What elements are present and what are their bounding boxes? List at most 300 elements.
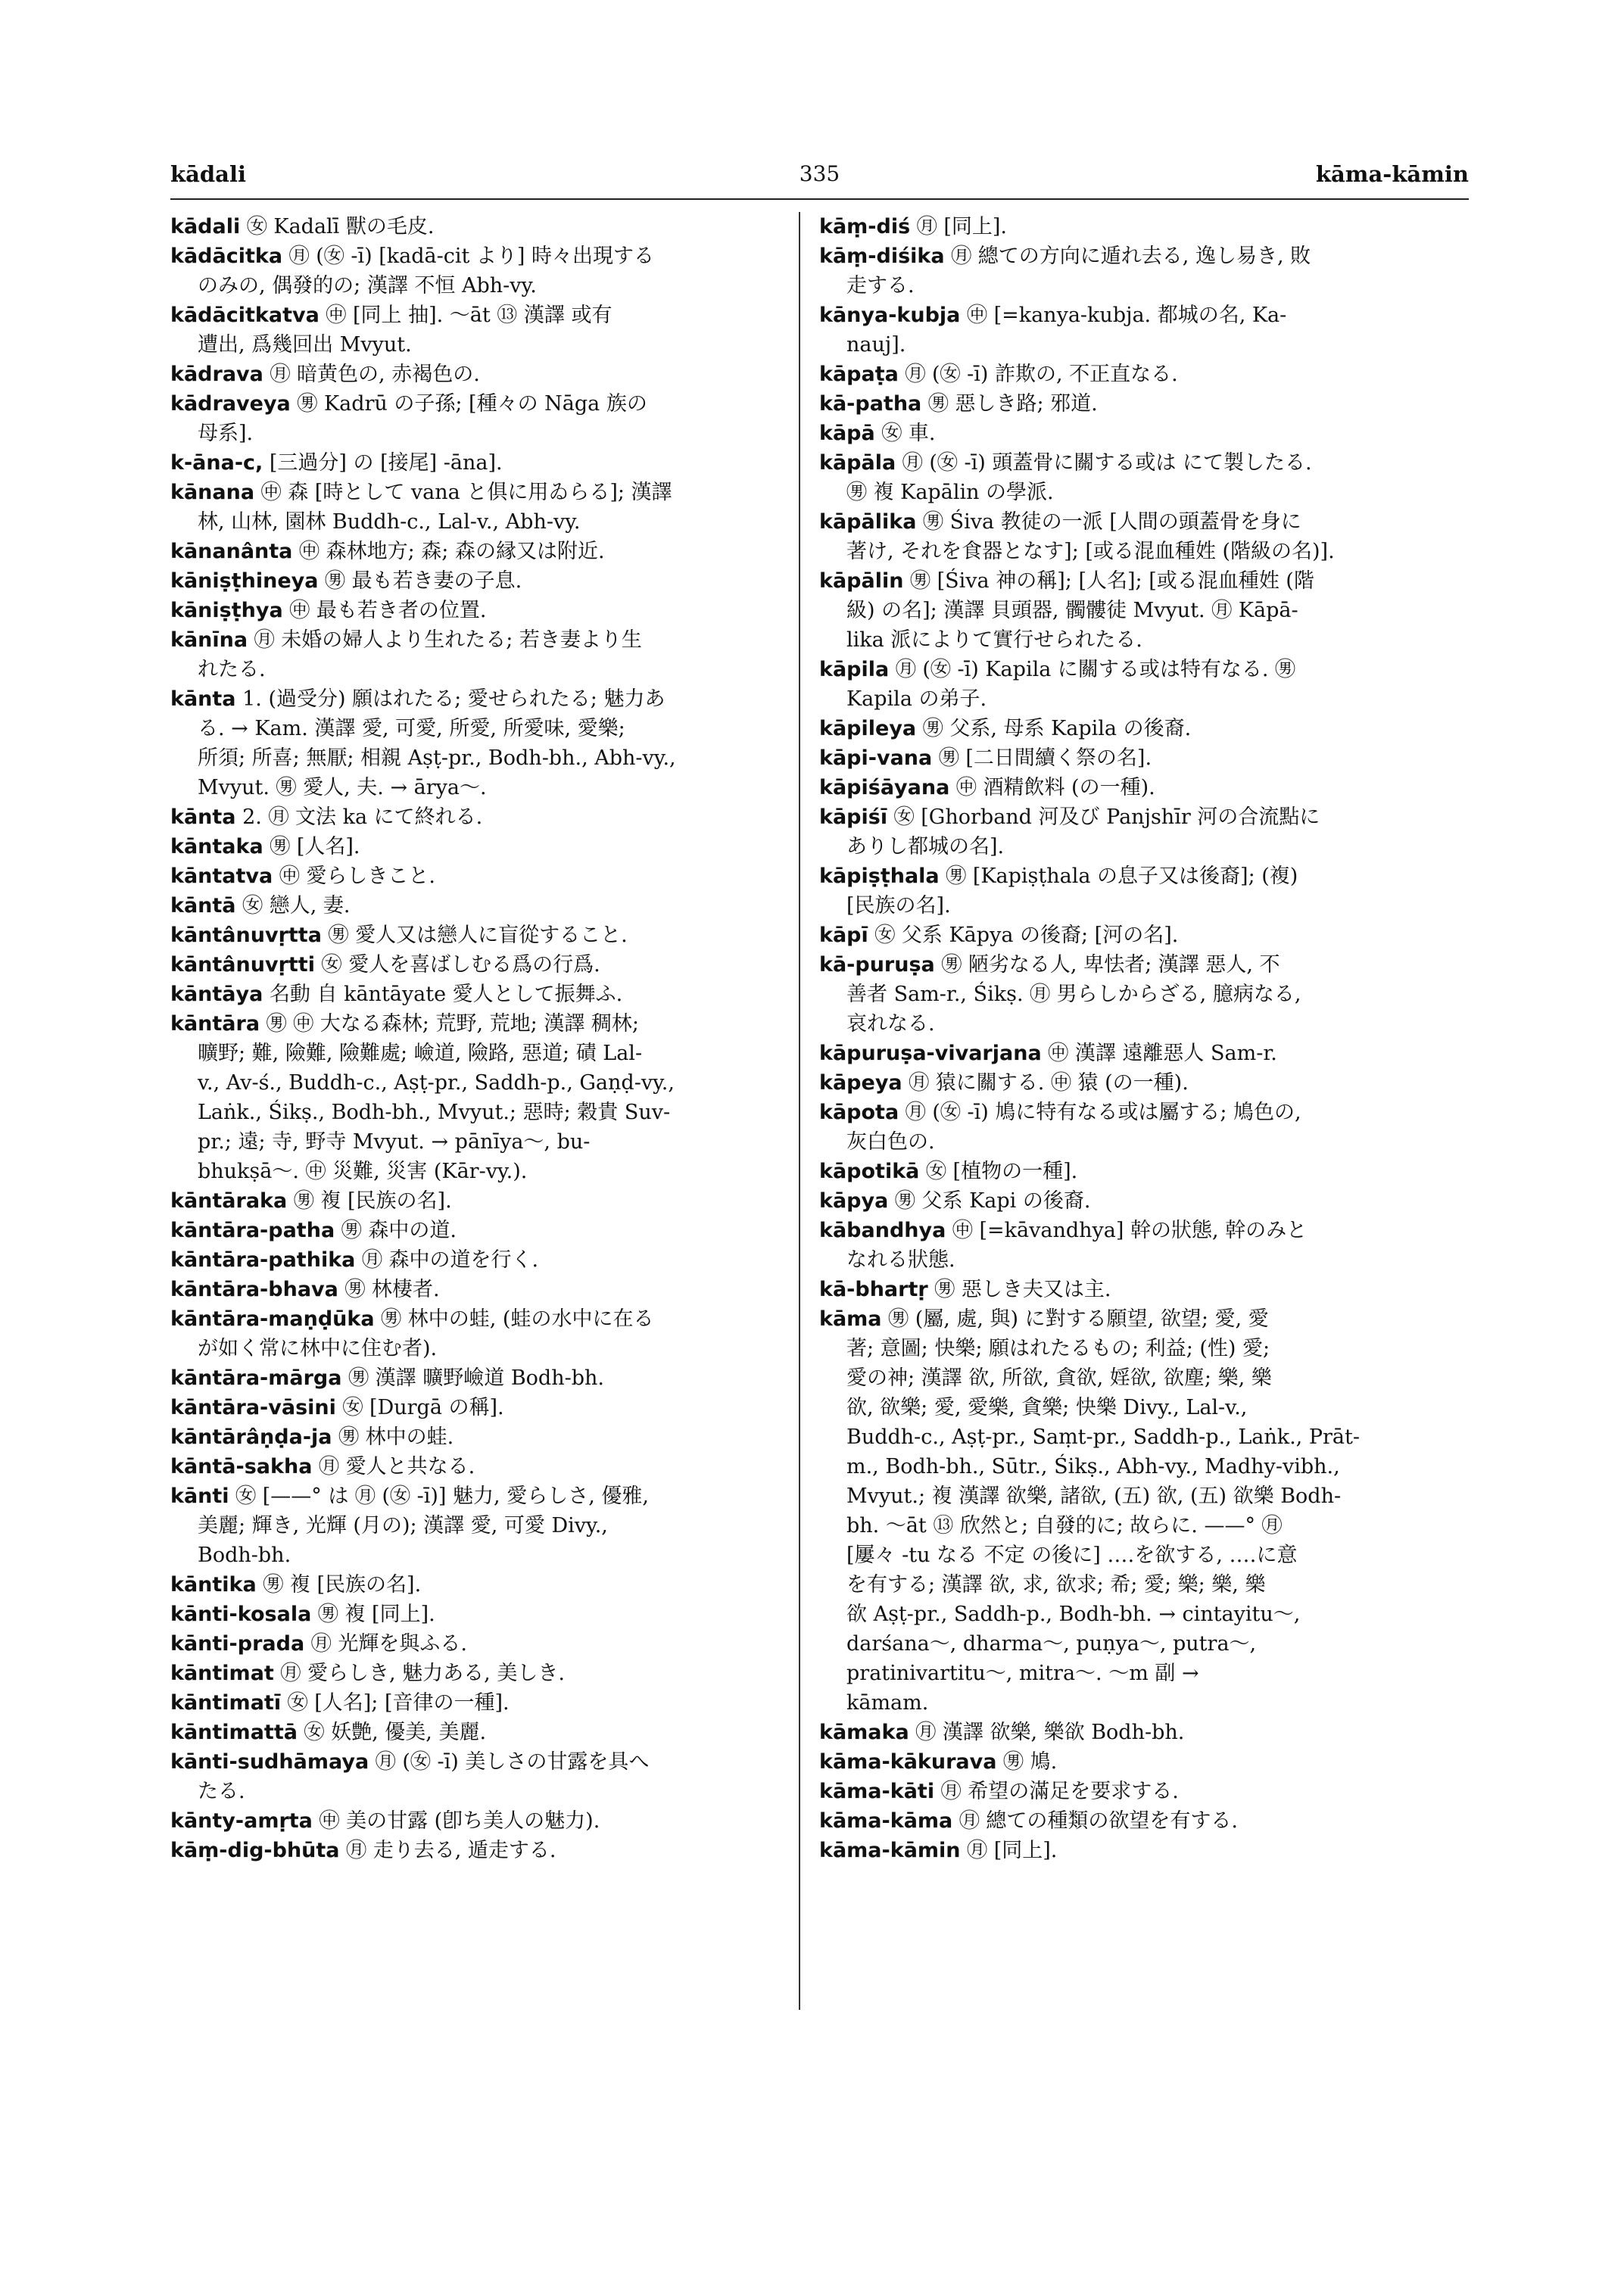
entry-definition: [民族の名].: [846, 894, 951, 918]
entry-continuation-line: [170, 1039, 803, 1068]
entry-definition: lika 派によりて實行せられたる.: [846, 628, 1142, 652]
entry-first-line: [170, 1659, 803, 1688]
entry-definition: ㊚ 愛人又は戀人に盲從すること.: [321, 924, 628, 947]
entry-definition: ㊥ [同上 抽]. 〜āt ⑬ 漢譯 或有: [319, 304, 613, 327]
entry-first-line: [170, 625, 803, 655]
entry-first-line: [819, 566, 1469, 596]
entry-definition: ㊊ 愛らしき, 魅力ある, 美しき.: [273, 1662, 565, 1685]
entry-headword: kādali: [170, 215, 241, 238]
dictionary-entry: [170, 1747, 803, 1806]
entry-first-line: [170, 684, 803, 714]
dictionary-entry: [170, 566, 803, 596]
entry-definition: darśana〜, dharma〜, puṇya〜, putra〜,: [846, 1632, 1257, 1656]
dictionary-entry: [819, 389, 1469, 419]
entry-continuation-line: [819, 1511, 1469, 1541]
dictionary-entry: [170, 448, 803, 478]
entry-definition: ㊊ 光輝を與ふる.: [304, 1632, 467, 1656]
dictionary-entry: [819, 1777, 1469, 1806]
dictionary-entry: [170, 596, 803, 625]
dictionary-entry: [170, 301, 803, 360]
entry-definition: のみの, 偶發的の; 漢譯 不恒 Abh-vy.: [198, 274, 537, 298]
entry-continuation-line: [819, 596, 1469, 625]
entry-definition: ㊊ [同上].: [960, 1839, 1058, 1862]
entry-first-line: [170, 478, 803, 507]
dictionary-entry: [170, 1481, 803, 1570]
entry-definition: ㊛ Kadalī 獸の毛皮.: [240, 215, 435, 238]
entry-headword: kā-bhartṛ: [819, 1278, 928, 1301]
entry-definition: ㊚ [Kapiṣṭhala の息子又は後裔]; (複): [939, 865, 1298, 888]
entry-first-line: [819, 1068, 1469, 1098]
dictionary-entry: [819, 448, 1469, 507]
entry-definition: ㊚ 最も若き妻の子息.: [318, 569, 522, 593]
entry-headword: kāntāra-bhava: [170, 1278, 338, 1301]
dictionary-entry: [170, 1363, 803, 1393]
entry-definition: ㊥ 森 [時として vana と俱に用ゐらる]; 漢譯: [254, 481, 672, 504]
dictionary-entry: [170, 478, 803, 537]
dictionary-entry: [819, 360, 1469, 389]
entry-headword: kāntā: [170, 894, 236, 918]
entry-headword: kāma-kāma: [819, 1809, 953, 1833]
entry-definition: ㊊ (㊛ -ī) [kadā-cit より] 時々出現する: [282, 245, 655, 268]
entry-headword: kānya-kubja: [819, 304, 961, 327]
dictionary-entry: [819, 714, 1469, 743]
entry-first-line: [819, 507, 1469, 537]
entry-headword: kāpāla: [819, 451, 896, 475]
entry-definition: ㊥ 漢譯 遠離惡人 Sam-r.: [1041, 1042, 1277, 1065]
entry-definition: ㊊ (㊛ -ī) 詐欺の, 不正直なる.: [898, 363, 1178, 386]
entry-continuation-line: [170, 1068, 803, 1098]
entry-headword: kānanânta: [170, 540, 293, 563]
entry-headword: kāntânuvṛtti: [170, 953, 315, 977]
entry-first-line: [170, 921, 803, 950]
dictionary-entry: [170, 212, 803, 241]
entry-first-line: [170, 1245, 803, 1275]
entry-headword: kāmaka: [819, 1721, 909, 1744]
entry-definition: ㊊ 希望の滿足を要求する.: [934, 1780, 1179, 1803]
entry-definition: ㊊ 漢譯 欲樂, 樂欲 Bodh-bh.: [909, 1721, 1185, 1744]
entry-definition: ㊊ 暗黄色の, 赤褐色の.: [263, 363, 480, 386]
dictionary-entry: [819, 1304, 1469, 1718]
entry-continuation-line: [819, 1659, 1469, 1688]
entry-definition: nauj].: [846, 333, 906, 357]
entry-definition: ㊊ 猿に關する. ㊥ 猿 (の一種).: [902, 1071, 1189, 1095]
entry-first-line: [819, 1275, 1469, 1304]
entry-headword: kāntāra-pathika: [170, 1248, 356, 1272]
entry-first-line: [170, 1216, 803, 1245]
entry-definition: 著け, それを食器となす]; [或る混血種姓 (階級の名)].: [846, 540, 1335, 563]
entry-headword: kāntārâṇḍa-ja: [170, 1425, 332, 1449]
entry-definition: ㊛ 戀人, 妻.: [235, 894, 351, 918]
dictionary-entry: [819, 1039, 1469, 1068]
entry-headword: kāpileya: [819, 717, 917, 740]
entry-headword: kāntatva: [170, 865, 273, 888]
entry-definition: bhukṣā〜. ㊥ 災難, 災害 (Kār-vy.).: [198, 1160, 528, 1183]
entry-first-line: [170, 1393, 803, 1422]
entry-definition: ㊚ [人名].: [263, 835, 360, 858]
entry-continuation-line: [819, 1600, 1469, 1629]
entry-headword: kāpuruṣa-vivarjana: [819, 1042, 1042, 1065]
right-column: [819, 212, 1469, 1865]
entry-definition: ㊚ 複 [同上].: [311, 1603, 435, 1626]
entry-headword: kāntāra-patha: [170, 1219, 335, 1242]
entry-headword: kānta: [170, 805, 236, 829]
entry-first-line: [170, 566, 803, 596]
entry-first-line: [819, 241, 1469, 271]
entry-headword: kānti-kosala: [170, 1603, 312, 1626]
entry-definition: ㊛ [Durgā の稱].: [335, 1396, 504, 1419]
entry-continuation-line: [170, 1541, 803, 1570]
entry-definition: v., Av-ś., Buddh-c., Aṣṭ-pr., Saddh-p., Gaṇḍ-vy.,: [198, 1071, 675, 1095]
entry-first-line: [170, 1009, 803, 1039]
entry-first-line: [819, 714, 1469, 743]
entry-definition: 灰白色の.: [846, 1130, 935, 1154]
entry-headword: kānīna: [170, 628, 248, 652]
entry-continuation-line: [819, 980, 1469, 1009]
entry-definition: ㊛ 愛人を喜ばしむる爲の行爲.: [314, 953, 600, 977]
dictionary-entry: [819, 1216, 1469, 1275]
entry-first-line: [170, 1422, 803, 1452]
entry-definition: 著; 意圖; 快樂; 願はれたるもの; 利益; (性) 愛;: [846, 1337, 1270, 1360]
entry-continuation-line: [819, 832, 1469, 861]
entry-first-line: [819, 1098, 1469, 1127]
entry-headword: kāntāraka: [170, 1189, 288, 1213]
entry-headword: kāntāra: [170, 1012, 260, 1036]
entry-first-line: [819, 1157, 1469, 1186]
dictionary-entry: [170, 1836, 803, 1865]
dictionary-entry: [819, 241, 1469, 301]
entry-definition: ㊚ 漢譯 曠野嶮道 Bodh-bh.: [341, 1366, 604, 1390]
dictionary-entry: [170, 891, 803, 921]
entry-continuation-line: [170, 330, 803, 360]
entry-continuation-line: [819, 625, 1469, 655]
entry-continuation-line: [170, 1334, 803, 1363]
dictionary-entry: [819, 301, 1469, 360]
entry-definition: ㊚ 鳩.: [996, 1750, 1058, 1774]
entry-first-line: [819, 1836, 1469, 1865]
entry-headword: kāpila: [819, 658, 890, 681]
entry-first-line: [819, 1747, 1469, 1777]
entry-definition: ㊛ 車.: [874, 422, 936, 445]
entry-definition: ありし都城の名].: [846, 835, 1005, 858]
entry-continuation-line: [170, 419, 803, 448]
entry-definition: ㊚ 父系, 母系 Kapila の後裔.: [916, 717, 1192, 740]
dictionary-entry: [170, 1570, 803, 1600]
entry-first-line: [819, 1304, 1469, 1334]
dictionary-entry: [170, 980, 803, 1009]
entry-continuation-line: [819, 1422, 1469, 1452]
entry-first-line: [819, 360, 1469, 389]
entry-headword: kāntimattā: [170, 1721, 298, 1744]
entry-first-line: [170, 1600, 803, 1629]
dictionary-entry: [819, 1157, 1469, 1186]
entry-continuation-line: [819, 684, 1469, 714]
dictionary-entry: [819, 773, 1469, 802]
entry-continuation-line: [819, 1541, 1469, 1570]
dictionary-entry: [819, 1068, 1469, 1098]
dictionary-entry: [819, 1098, 1469, 1157]
entry-definition: 林, 山林, 園林 Buddh-c., Lal-v., Abh-vy.: [198, 510, 581, 534]
entry-definition: pr.; 遠; 寺, 野寺 Mvyut. → pānīya〜, bu-: [198, 1130, 591, 1154]
dictionary-entry: [170, 1806, 803, 1836]
entry-definition: 母系].: [198, 422, 254, 445]
entry-headword: kādācitkatva: [170, 304, 320, 327]
entry-headword: kānti-prada: [170, 1632, 305, 1656]
entry-definition: ㊛ 妖艶, 優美, 美麗.: [297, 1721, 487, 1744]
entry-definition: [三過分] の [接尾] -āna].: [263, 451, 503, 475]
dictionary-entry: [170, 1659, 803, 1688]
entry-definition: ㊛ [——° は ㊊ (㊛ -ī)] 魅力, 愛らしさ, 優雅,: [229, 1485, 649, 1508]
dictionary-entry: [819, 655, 1469, 714]
entry-headword: kāntā-sakha: [170, 1455, 313, 1478]
entry-first-line: [170, 1481, 803, 1511]
entry-definition: 哀れなる.: [846, 1012, 935, 1036]
entry-first-line: [170, 537, 803, 566]
entry-definition: Mvyut. ㊚ 愛人, 夫. → ārya〜.: [198, 776, 487, 799]
entry-headword: kāpiśī: [819, 805, 888, 829]
dictionary-entry: [170, 241, 803, 301]
entry-headword: kādrava: [170, 363, 263, 386]
entry-definition: ㊥ 愛らしきこと.: [273, 865, 436, 888]
entry-continuation-line: [819, 1570, 1469, 1600]
entry-headword: kānta: [170, 687, 236, 711]
entry-definition: ㊛ 父系 Kāpya の後裔; [河の名].: [868, 924, 1179, 947]
entry-definition: ㊥ 美の甘露 (卽ち美人の魅力).: [312, 1809, 600, 1833]
entry-definition: Bodh-bh.: [198, 1544, 291, 1567]
entry-continuation-line: [819, 1481, 1469, 1511]
entry-continuation-line: [170, 1511, 803, 1541]
dictionary-entry: [170, 537, 803, 566]
entry-headword: kāma: [819, 1307, 882, 1331]
entry-continuation-line: [170, 1127, 803, 1157]
entry-first-line: [170, 1688, 803, 1718]
entry-definition: ㊊ 總ての方向に遁れ去る, 逸し易き, 敗: [944, 245, 1311, 268]
entry-headword: kāpaṭa: [819, 363, 899, 386]
entry-first-line: [170, 1570, 803, 1600]
entry-definition: ㊥ [=kāvandhya] 幹の狀態, 幹のみと: [946, 1219, 1308, 1242]
entry-definition: 欲, 欲樂; 愛, 愛樂, 貪樂; 快樂 Divy., Lal-v.,: [846, 1396, 1248, 1419]
entry-headword: kāntika: [170, 1573, 257, 1597]
entry-continuation-line: [819, 1452, 1469, 1481]
page-header: [170, 155, 1469, 193]
dictionary-entry: [170, 1304, 803, 1363]
dictionary-entry: [170, 389, 803, 448]
entry-headword: kāpota: [819, 1101, 899, 1124]
entry-definition: bh. 〜āt ⑬ 欣然と; 自發的に; 故らに. ——° ㊊: [846, 1514, 1283, 1537]
entry-definition: ㊥ 酒精飲料 (の一種).: [949, 776, 1155, 799]
dictionary-entry: [170, 1600, 803, 1629]
entry-definition: ㊚ 林中の蛙, (蛙の水中に在る: [374, 1307, 654, 1331]
entry-definition: ㊚ 陋劣なる人, 卑怯者; 漢譯 惡人, 不: [934, 953, 1280, 977]
entry-continuation-line: [170, 743, 803, 773]
dictionary-entry: [819, 1747, 1469, 1777]
entry-first-line: [170, 1304, 803, 1334]
dictionary-entry: [170, 861, 803, 891]
entry-first-line: [170, 1452, 803, 1481]
entry-first-line: [819, 1806, 1469, 1836]
entry-headword: kāpya: [819, 1189, 889, 1213]
dictionary-entry: [819, 1275, 1469, 1304]
entry-headword: kāma-kāmin: [819, 1839, 961, 1862]
entry-first-line: [819, 448, 1469, 478]
dictionary-entry: [819, 743, 1469, 773]
entry-definition: が如く常に林中に住む者).: [198, 1337, 438, 1360]
entry-definition: ㊥ 最も若き者の位置.: [282, 599, 487, 622]
entry-first-line: [170, 950, 803, 980]
entry-headword: k-āna-c,: [170, 451, 263, 475]
entry-headword: kānana: [170, 481, 255, 504]
entry-first-line: [819, 921, 1469, 950]
entry-first-line: [170, 301, 803, 330]
entry-definition: ㊚ [Śiva 神の稱]; [人名]; [或る混血種姓 (階: [903, 569, 1314, 593]
entry-headword: kāntāra-mārga: [170, 1366, 342, 1390]
entry-definition: Mvyut.; 複 漢譯 欲樂, 諸欲, (五) 欲, (五) 欲樂 Bodh-: [846, 1485, 1342, 1508]
entry-definition: ㊚ 林中の蛙.: [332, 1425, 454, 1449]
entry-headword: kāpālin: [819, 569, 904, 593]
entry-headword: kāṃ-dig-bhūta: [170, 1839, 340, 1862]
entry-definition: たる.: [198, 1780, 245, 1803]
entry-continuation-line: [819, 1393, 1469, 1422]
entry-first-line: [170, 1836, 803, 1865]
left-column: [170, 212, 803, 1865]
entry-definition: 名動 自 kāntāyate 愛人として振舞ふ.: [263, 983, 623, 1006]
entry-continuation-line: [170, 1098, 803, 1127]
entry-continuation-line: [170, 271, 803, 301]
entry-definition: Laṅk., Śikṣ., Bodh-bh., Mvyut.; 惡時; 穀貴 Suv-: [198, 1101, 671, 1124]
dictionary-entry: [170, 1393, 803, 1422]
entry-headword: kābandhya: [819, 1219, 946, 1242]
entry-continuation-line: [819, 1245, 1469, 1275]
entry-headword: kādācitka: [170, 245, 283, 268]
entry-headword: kāṃ-diśika: [819, 245, 945, 268]
entry-definition: ㊚ ㊥ 大なる森林; 荒野, 荒地; 漢譯 稠林;: [260, 1012, 640, 1036]
entry-first-line: [170, 1806, 803, 1836]
dictionary-entry: [170, 1452, 803, 1481]
dictionary-entry: [819, 419, 1469, 448]
dictionary-entry: [819, 1718, 1469, 1747]
dictionary-entry: [819, 212, 1469, 241]
dictionary-entry: [819, 1836, 1469, 1865]
entry-first-line: [819, 1777, 1469, 1806]
dictionary-entry: [819, 1186, 1469, 1216]
entry-definition: 遭出, 爲幾回出 Mvyut.: [198, 333, 412, 357]
entry-headword: kāpā: [819, 422, 875, 445]
dictionary-entry: [170, 1422, 803, 1452]
entry-continuation-line: [819, 1363, 1469, 1393]
entry-definition: ㊊ [同上].: [910, 215, 1007, 238]
entry-definition: ㊊ 森中の道を行く.: [355, 1248, 539, 1272]
entry-headword: kāpī: [819, 924, 868, 947]
entry-headword: kā-puruṣa: [819, 953, 935, 977]
entry-definition: 曠野; 難, 險難, 險難處; 嶮道, 險路, 惡道; 磧 Lal-: [198, 1042, 643, 1065]
entry-definition: ㊚ (屬, 處, 與) に對する願望, 欲望; 愛, 愛: [881, 1307, 1269, 1331]
dictionary-entry: [170, 1629, 803, 1659]
dictionary-entry: [819, 861, 1469, 921]
entry-definition: ㊛ [Ghorband 河及び Panjshīr 河の合流點に: [887, 805, 1320, 829]
entry-headword: kāntāra-vāsini: [170, 1396, 336, 1419]
entry-first-line: [170, 241, 803, 271]
entry-continuation-line: [170, 507, 803, 537]
entry-definition: を有する; 漢譯 欲, 求, 欲求; 希; 愛; 樂; 樂, 樂: [846, 1573, 1266, 1597]
entry-first-line: [170, 802, 803, 832]
entry-headword: kāpeya: [819, 1071, 902, 1095]
entry-definition: Kapila の弟子.: [846, 687, 987, 711]
entry-first-line: [170, 891, 803, 921]
entry-headword: kāpotikā: [819, 1160, 920, 1183]
entry-headword: kāma-kāti: [819, 1780, 935, 1803]
dictionary-entry: [170, 360, 803, 389]
entry-first-line: [819, 389, 1469, 419]
entry-definition: ㊚ 林棲者.: [338, 1278, 440, 1301]
entry-first-line: [170, 1363, 803, 1393]
dictionary-entry: [170, 684, 803, 802]
entry-headword: kāntāra-maṇḍūka: [170, 1307, 375, 1331]
entry-definition: 所須; 所喜; 無厭; 相親 Aṣṭ-pr., Bodh-bh., Abh-vy.,: [198, 746, 676, 770]
entry-definition: ㊊ 總ての種類の欲望を有する.: [952, 1809, 1239, 1833]
dictionary-entry: [819, 1806, 1469, 1836]
entry-first-line: [819, 419, 1469, 448]
entry-continuation-line: [170, 655, 803, 684]
entry-definition: ㊛ [植物の一種].: [919, 1160, 1078, 1183]
entry-first-line: [170, 832, 803, 861]
entry-first-line: [170, 596, 803, 625]
entry-continuation-line: [819, 891, 1469, 921]
entry-definition: 愛の神; 漢譯 欲, 所欲, 貪欲, 婬欲, 欲塵; 樂, 樂: [846, 1366, 1272, 1390]
entry-continuation-line: [819, 1127, 1469, 1157]
dictionary-entry: [170, 1009, 803, 1186]
entry-definition: ㊊ (㊛ -ī) 美しさの甘露を具へ: [369, 1750, 650, 1774]
entry-headword: kādraveya: [170, 392, 291, 416]
entry-first-line: [170, 389, 803, 419]
dictionary-entry: [819, 802, 1469, 861]
entry-headword: kāntimat: [170, 1662, 274, 1685]
entry-definition: 走する.: [846, 274, 915, 298]
dictionary-entry: [819, 566, 1469, 655]
dictionary-entry: [170, 802, 803, 832]
entry-definition: m., Bodh-bh., Sūtr., Śikṣ., Abh-vy., Madhy-vibh.,: [846, 1455, 1340, 1478]
entry-continuation-line: [819, 537, 1469, 566]
entry-continuation-line: [170, 1777, 803, 1806]
header-right-guideword: kāma-kāmin: [1315, 161, 1469, 187]
entry-first-line: [170, 861, 803, 891]
entry-headword: kāpi-vana: [819, 746, 933, 770]
entry-continuation-line: [170, 714, 803, 743]
entry-first-line: [170, 1747, 803, 1777]
column-divider: [799, 212, 800, 2010]
dictionary-entry: [170, 1216, 803, 1245]
entry-definition: 級) の名]; 漢譯 貝頭器, 髑髏徒 Mvyut. ㊊ Kāpā-: [846, 599, 1298, 622]
entry-headword: kāntāya: [170, 983, 263, 1006]
entry-definition: ㊊ (㊛ -ī) Kapila に關する或は特有なる. ㊚: [889, 658, 1296, 681]
entry-first-line: [170, 360, 803, 389]
entry-definition: 善者 Sam-r., Śikṣ. ㊊ 男らしからざる, 臆病なる,: [846, 983, 1301, 1006]
entry-definition: ㊚ 複 [民族の名].: [256, 1573, 422, 1597]
entry-definition: ㊚ 森中の道.: [335, 1219, 457, 1242]
entry-definition: ㊊ 愛人と共なる.: [312, 1455, 475, 1478]
entry-first-line: [819, 773, 1469, 802]
dictionary-entry: [170, 1245, 803, 1275]
entry-continuation-line: [819, 1629, 1469, 1659]
entry-first-line: [819, 1039, 1469, 1068]
dictionary-entry: [170, 1186, 803, 1216]
entry-definition: 2. ㊊ 文法 ka にて終れる.: [235, 805, 483, 829]
entry-definition: ㊚ 惡しき夫又は主.: [927, 1278, 1111, 1301]
entry-definition: 欲 Aṣṭ-pr., Saddh-p., Bodh-bh. → cintayitu〜,: [846, 1603, 1301, 1626]
entry-continuation-line: [170, 1157, 803, 1186]
entry-headword: kāniṣṭhineya: [170, 569, 319, 593]
entry-definition: ㊚ Kadrū の子孫; [種々の Nāga 族の: [290, 392, 647, 416]
entry-first-line: [819, 212, 1469, 241]
entry-definition: ㊊ 走り去る, 遁走する.: [339, 1839, 556, 1862]
